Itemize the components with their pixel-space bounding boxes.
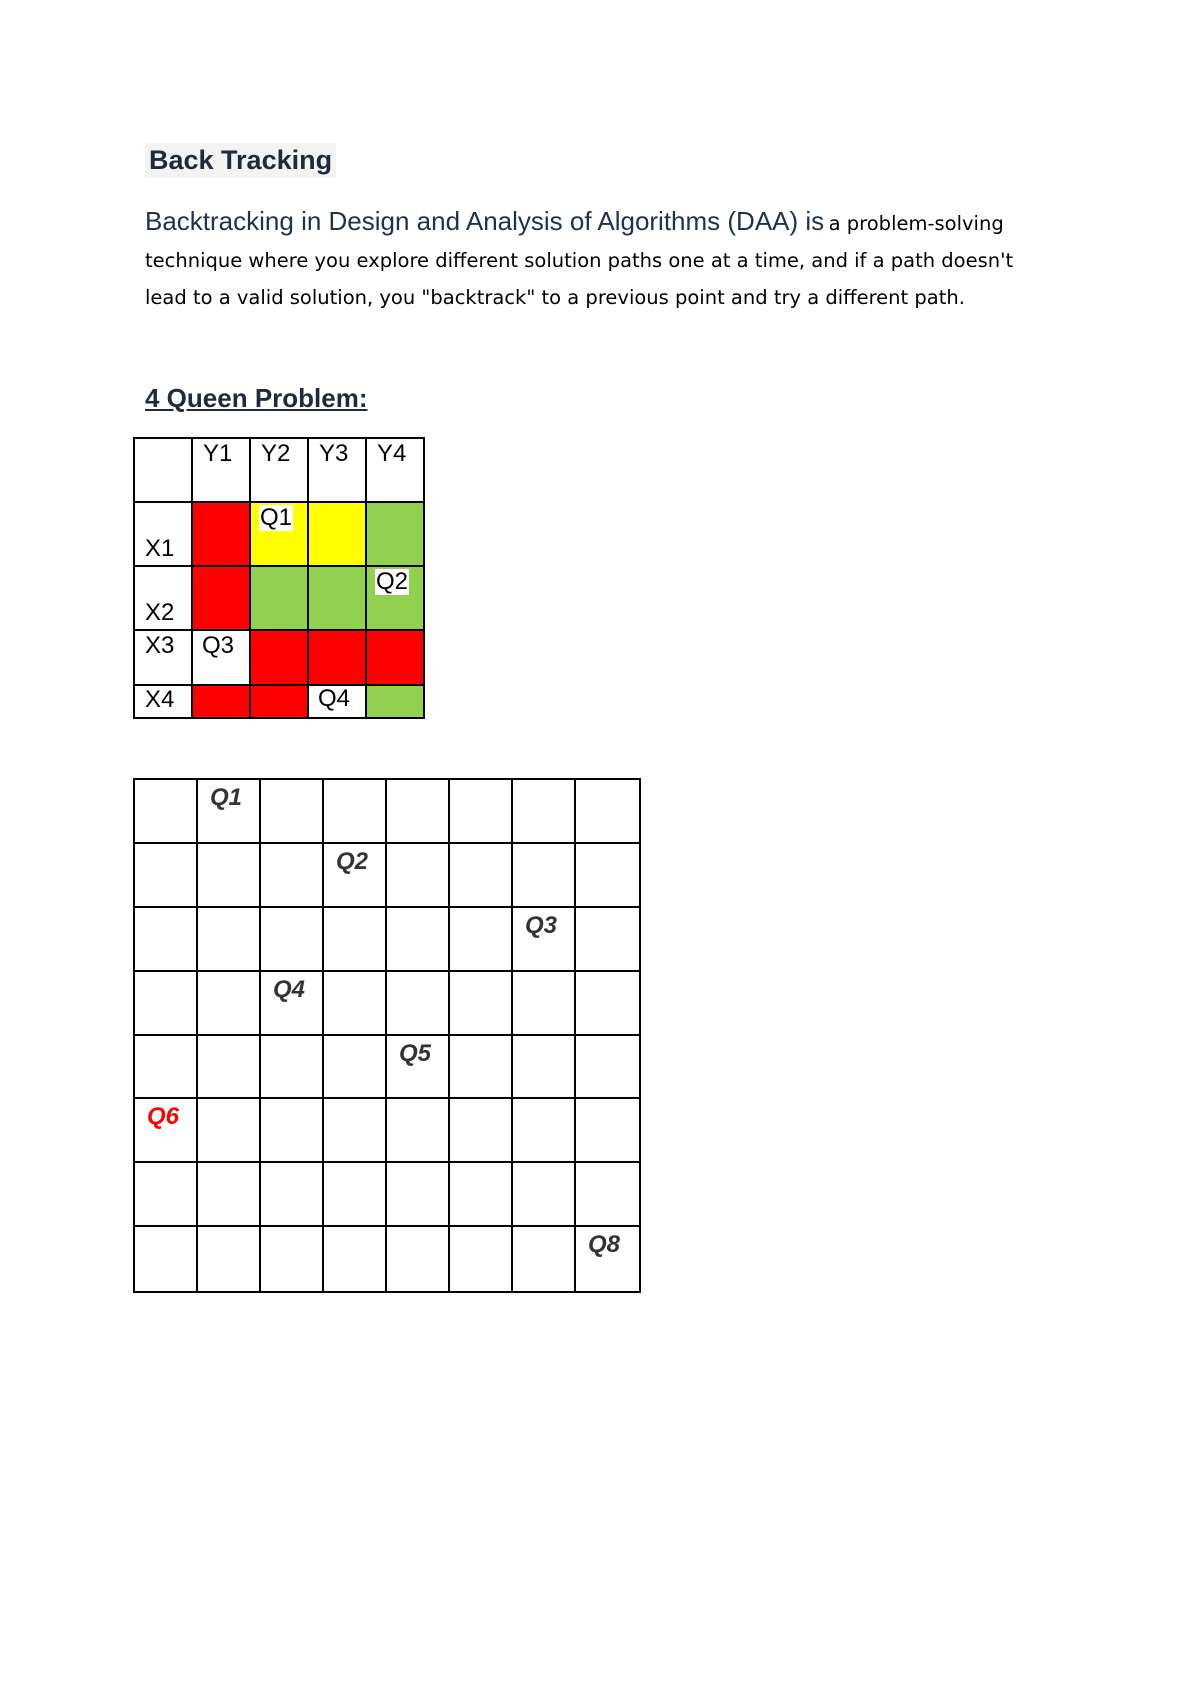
grid-cell <box>450 908 513 972</box>
grid-cell <box>135 1036 198 1100</box>
grid-cell <box>135 1099 198 1163</box>
section-title: 4 Queen Problem: <box>145 383 368 413</box>
col-header-label: Y3 <box>319 440 349 467</box>
board-cell <box>192 685 250 718</box>
grid-cell <box>576 1036 639 1100</box>
board-cell <box>308 685 366 718</box>
grid-cell <box>324 972 387 1036</box>
row-header <box>134 685 192 718</box>
grid-cell <box>387 1036 450 1100</box>
grid-cell <box>513 1036 576 1100</box>
board-cell <box>308 566 366 630</box>
grid-cell <box>513 908 576 972</box>
col-header <box>192 438 250 502</box>
grid-cell <box>324 1163 387 1227</box>
row-header <box>134 502 192 566</box>
grid-cell <box>198 908 261 972</box>
intro-body-text: a problem-solving technique where you explore different solution paths one at a time, and if a path doesn't lead to a valid solution, you "backtrack" to a previous point and try a different path. <box>145 212 1014 309</box>
col-header <box>308 438 366 502</box>
intro-paragraph <box>145 204 1045 317</box>
eight-queen-grid <box>133 778 641 1293</box>
grid-cell <box>261 1163 324 1227</box>
queen-label: Q1 <box>260 504 293 531</box>
board-cell <box>250 685 308 718</box>
grid-cell <box>513 780 576 844</box>
grid-cell <box>576 1227 639 1291</box>
grid-cell <box>387 1163 450 1227</box>
grid-cell <box>198 844 261 908</box>
grid-cell <box>387 1099 450 1163</box>
grid-cell <box>261 1099 324 1163</box>
board-row <box>134 630 424 685</box>
board-cell <box>366 685 424 718</box>
grid-cell <box>135 972 198 1036</box>
grid-cell <box>324 1099 387 1163</box>
board-cell <box>366 502 424 566</box>
board-row <box>134 685 424 718</box>
grid-cell <box>576 844 639 908</box>
grid-cell <box>324 908 387 972</box>
corner-cell <box>134 438 192 502</box>
board-row <box>134 502 424 566</box>
queen-label: Q4 <box>273 975 306 1003</box>
grid-cell <box>261 1227 324 1291</box>
col-header <box>366 438 424 502</box>
grid-cell <box>450 780 513 844</box>
grid-cell <box>576 1163 639 1227</box>
queen-label: Q4 <box>318 685 351 712</box>
grid-cell <box>198 972 261 1036</box>
grid-cell <box>513 844 576 908</box>
grid-cell <box>135 1163 198 1227</box>
row-header-label: X4 <box>145 686 175 713</box>
grid-cell <box>135 780 198 844</box>
grid-cell <box>513 1227 576 1291</box>
four-queen-table <box>133 437 425 719</box>
grid-cell <box>576 972 639 1036</box>
grid-cell <box>387 1227 450 1291</box>
grid-cell <box>387 844 450 908</box>
grid-cell <box>450 1099 513 1163</box>
grid-cell <box>261 972 324 1036</box>
col-header <box>250 438 308 502</box>
intro-lead-text: Backtracking in Design and Analysis of Algorithms (DAA) is <box>145 206 825 236</box>
grid-cell <box>450 1036 513 1100</box>
board-cell <box>250 630 308 685</box>
grid-cell <box>324 844 387 908</box>
board-cell <box>192 630 250 685</box>
board-cell <box>308 502 366 566</box>
queen-label: Q2 <box>336 847 369 875</box>
board-cell <box>250 502 308 566</box>
queen-label: Q5 <box>399 1039 432 1067</box>
queen-label: Q1 <box>210 784 243 811</box>
grid-cell <box>135 908 198 972</box>
queen-label: Q3 <box>525 911 558 939</box>
grid-cell <box>324 1036 387 1100</box>
queen-label: Q6 <box>147 1103 180 1131</box>
grid-cell <box>198 1163 261 1227</box>
header-row <box>134 438 424 502</box>
grid-cell <box>450 1163 513 1227</box>
grid-cell <box>198 1099 261 1163</box>
board-cell <box>192 566 250 630</box>
grid-cell <box>450 1227 513 1291</box>
grid-cell <box>261 780 324 844</box>
grid-cell <box>198 1227 261 1291</box>
page-heading: Back Tracking <box>145 143 336 178</box>
grid-cell <box>387 908 450 972</box>
board-cell <box>366 566 424 630</box>
queen-label: Q2 <box>376 568 409 595</box>
board-cell <box>250 566 308 630</box>
grid-cell <box>324 1227 387 1291</box>
col-header-label: Y1 <box>203 440 233 467</box>
grid-cell <box>450 844 513 908</box>
row-header-label: X2 <box>145 599 175 626</box>
grid-cell <box>135 844 198 908</box>
grid-cell <box>576 780 639 844</box>
grid-cell <box>387 780 450 844</box>
board-cell <box>366 630 424 685</box>
grid-cell <box>513 1163 576 1227</box>
grid-cell <box>261 908 324 972</box>
grid-cell <box>135 1227 198 1291</box>
col-header-label: Y4 <box>377 440 407 467</box>
grid-cell <box>324 780 387 844</box>
queen-label: Q3 <box>202 632 235 659</box>
row-header-label: X3 <box>145 632 175 659</box>
grid-cell <box>261 1036 324 1100</box>
grid-cell <box>261 844 324 908</box>
grid-cell <box>198 1036 261 1100</box>
grid-cell <box>198 780 261 844</box>
board-cell <box>308 630 366 685</box>
row-header <box>134 566 192 630</box>
board-row <box>134 566 424 630</box>
grid-cell <box>513 1099 576 1163</box>
board-cell <box>192 502 250 566</box>
grid-cell <box>387 972 450 1036</box>
grid-cell <box>576 1099 639 1163</box>
queen-label: Q8 <box>588 1231 621 1259</box>
col-header-label: Y2 <box>261 440 291 467</box>
grid-cell <box>513 972 576 1036</box>
row-header-label: X1 <box>145 535 175 562</box>
grid-cell <box>576 908 639 972</box>
row-header <box>134 630 192 685</box>
grid-cell <box>450 972 513 1036</box>
